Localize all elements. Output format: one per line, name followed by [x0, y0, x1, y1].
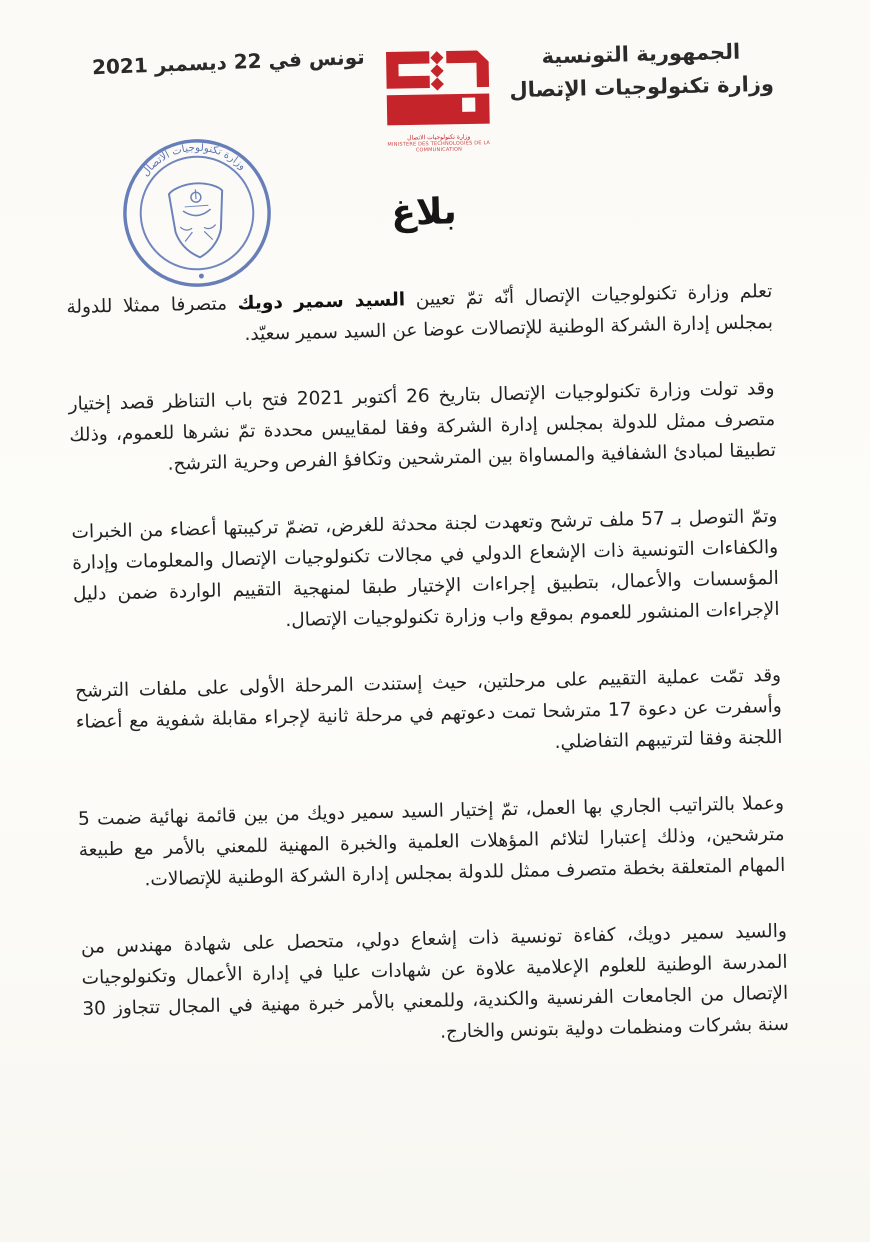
logo-caption-french: MINISTERE DES TECHNOLOGIES DE LA COMMUNICATION	[387, 140, 491, 154]
republic-line: الجمهورية التونسية	[541, 39, 741, 69]
document-body	[66, 276, 790, 1091]
date-line: تونس في 22 ديسمبر 2021	[91, 44, 366, 80]
paragraph-committee: وتمّ التوصل بـ 57 ملف ترشح وتعهدت لجنة محدثة للغرض، تضمّ تركيبتها أعضاء من الخبرات والكفاءات التونسية ذات الإشعاع الدولي في مجالات تكنولوجيات الإتصال والمعلومات وإدارة المؤسسات والأعمال، بتطبيق إجراءات الإختيار طبقا لمنهجية التقييم الواردة ضمن دليل الإجراءات المنشور للعموم بموقع واب وزارة تكنولوجيات الإتصال.	[71, 505, 780, 632]
ministry-logo	[373, 37, 503, 154]
paragraph-appointment-text: تعلم وزارة تكنولوجيات الإتصال أنّه تمّ تعيين	[404, 280, 773, 311]
paragraph-selection: وعملا بالتراتيب الجاري بها العمل، تمّ إختيار السيد سمير دويك من بين قائمة نهائية ضمت 5 مترشحين، وذلك إعتبارا لتلائم المؤهلات العلمية والخبرة المهنية للمعني بالأمر مع طبيعة المهام المتعلقة بخطة متصرف ممثل للدولة بمجلس إدارة الشركة الوطنية للإتصالات.	[77, 792, 786, 891]
document-title: بلاغ	[390, 191, 458, 234]
header-block	[509, 35, 775, 107]
paragraph-appointment-rest: متصرفا ممثلا للدولة بمجلس إدارة الشركة الوطنية للإتصالات عوضا عن السيد سمير سعيّد.	[66, 293, 774, 345]
paragraph-evaluation-stages: وقد تمّت عملية التقييم على مرحلتين، حيث إستندت المرحلة الأولى على ملفات الترشح وأسفرت عن دعوة 17 مترشحا تمت دعوتهم في مرحلة ثانية لإجراء مقابلة شفوية مع أعضاء اللجنة وفقا لترتيبهم التفاضلي.	[74, 664, 783, 754]
ministry-logo-icon	[374, 37, 502, 133]
paragraph-biography: والسيد سمير دويك، كفاءة تونسية ذات إشعاع دولي، متحصل على شهادة مهندس من المدرسة الوطنية للعلوم الإعلامية علاوة عن شهادات عليا في إدارة الأعمال وتكنولوجيات الإتصال من الجامعات الفرنسية والكندية، وللمعني بالأمر خبرة مهنية في المجال تتجاوز 30 سنة بشركات ومنظمات دولية بتونس والخارج.	[80, 920, 790, 1043]
svg-text:وزارة تكنولوجيات الاتصال	[137, 138, 249, 179]
stamp-ring-text: وزارة تكنولوجيات الاتصال	[139, 141, 249, 179]
logo-caption-arabic: وزارة تكنولوجيات الاتصال	[407, 133, 471, 142]
appointee-name: السيد سمير دويك	[237, 289, 406, 315]
paragraph-call-for-applications: وقد تولت وزارة تكنولوجيات الإتصال بتاريخ 26 أكتوبر 2021 فتح باب التناظر قصد إختيار متصرف ممثل للدولة بمجلس إدارة الشركة وفقا لمقاييس محددة تمّ نشرها للعموم، وذلك تطبيقا لمبادئ الشفافية والمساواة بين المترشحين وتكافؤ الفرص وحرية الترشح.	[68, 377, 777, 475]
ministry-line: وزارة تكنولوجيات الإتصال	[509, 71, 775, 103]
